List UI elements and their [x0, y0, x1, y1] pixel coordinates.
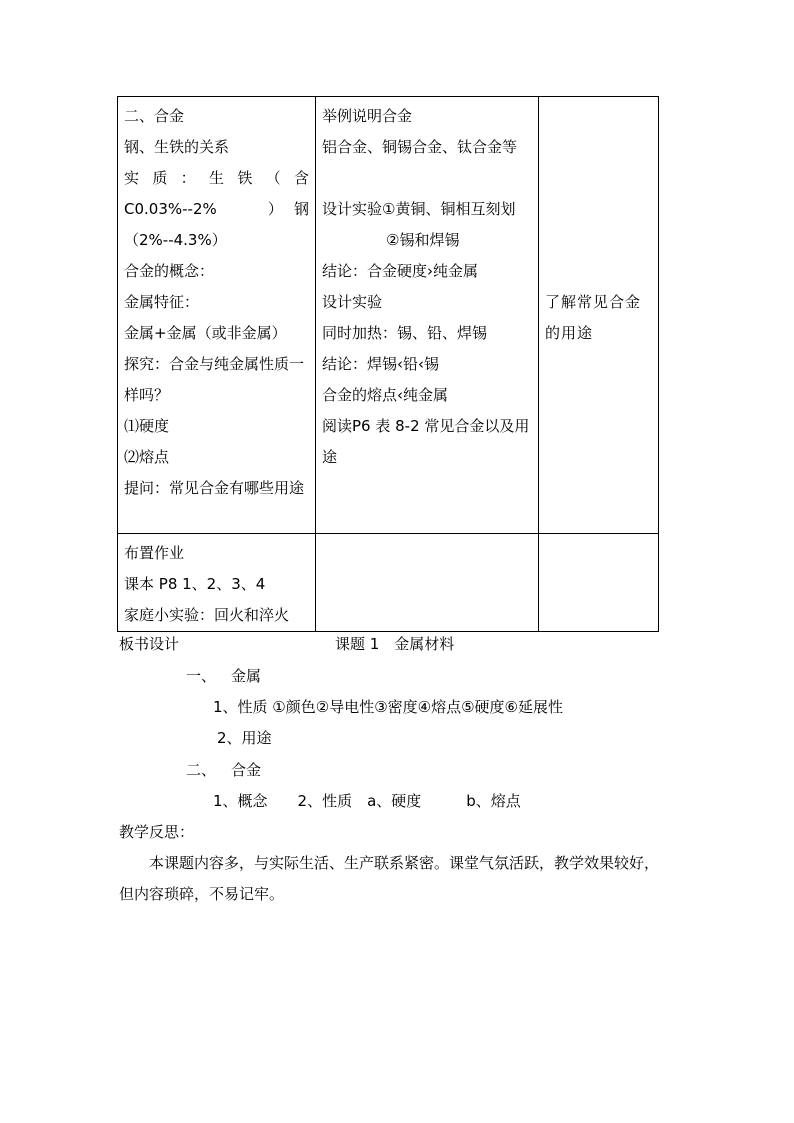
board-item: 2、用途 — [217, 729, 272, 747]
empty-cell — [316, 534, 539, 632]
board-item: 1、性质 ①颜色②导电性③密度④熔点⑤硬度⑥延展性 — [213, 698, 563, 716]
cell-line: 金属+金属（或非金属） — [124, 324, 287, 342]
cell-line: ②锡和焊锡 — [386, 231, 460, 249]
cell-line: 钢、生铁的关系 — [124, 138, 230, 156]
cell-line: 布置作业 — [124, 544, 185, 562]
cell-line: 同时加热：锡、铅、焊锡 — [322, 324, 488, 342]
cell-line: 阅读P6 表 8-2 常见合金以及用途 — [322, 417, 530, 466]
cell-line: 合金的概念： — [124, 262, 215, 280]
cell-text: 钢 — [293, 200, 309, 218]
cell-line: 提问：常见合金有哪些用途 — [124, 479, 305, 497]
cell-line: 举例说明合金 — [322, 107, 413, 125]
section-name: 金属 — [231, 667, 262, 685]
cell-line — [322, 163, 532, 194]
reflection-text: 但内容琐碎，不易记牢。 — [119, 885, 285, 903]
cell-text: C0.03%--2% — [124, 200, 217, 218]
lesson-table — [117, 96, 659, 632]
board-title: 课题 1 金属材料 — [335, 635, 455, 653]
cell-line: 实 质 ： 生 铁 （ 含 — [124, 169, 309, 187]
cell-line: 二、合金 — [124, 107, 185, 125]
spacer — [545, 101, 652, 287]
section-number: 二、 — [186, 761, 217, 779]
cell-line: ⑵熔点 — [124, 448, 170, 466]
cell-line: 了解常见合金的用途 — [545, 293, 642, 342]
section-number: 一、 — [186, 667, 217, 685]
reflection-text: 本课题内容多，与实际生活、生产联系紧密。课堂气氛活跃，教学效果较好， — [149, 854, 660, 872]
board-item: 1、概念 2、性质 a、硬度 b、熔点 — [213, 792, 521, 810]
cell-line: 课本 P8 1、2、3、4 — [124, 575, 266, 593]
cell-line: 设计实验①黄铜、铜相互刻划 — [322, 200, 516, 218]
cell-line: ⑴硬度 — [124, 417, 170, 435]
cell-line — [124, 194, 309, 225]
cell-line: 家庭小实验：回火和淬火 — [124, 606, 290, 624]
teacher-activity-cell — [118, 97, 316, 534]
board-label: 板书设计 — [119, 635, 180, 653]
cell-line: 结论：合金硬度›纯金属 — [322, 262, 478, 280]
cell-line: 金属特征： — [124, 293, 200, 311]
cell-line: 铝合金、铜锡合金、钛合金等 — [322, 138, 518, 156]
cell-line: 探究：合金与纯金属性质一样吗？ — [124, 355, 305, 404]
cell-line: 结论：焊锡‹铅‹锡 — [322, 355, 439, 373]
table-row — [118, 534, 659, 632]
table-row — [118, 97, 659, 534]
cell-text: ） — [267, 200, 283, 218]
cell-line: （2%--4.3%） — [124, 231, 227, 249]
cell-line: 合金的熔点‹纯金属 — [322, 386, 448, 404]
empty-cell — [539, 534, 659, 632]
reflection-label: 教学反思： — [119, 823, 195, 841]
goal-cell — [539, 97, 659, 534]
homework-cell — [118, 534, 316, 632]
cell-line: 设计实验 — [322, 293, 383, 311]
student-activity-cell — [316, 97, 539, 534]
section-name: 合金 — [231, 761, 262, 779]
